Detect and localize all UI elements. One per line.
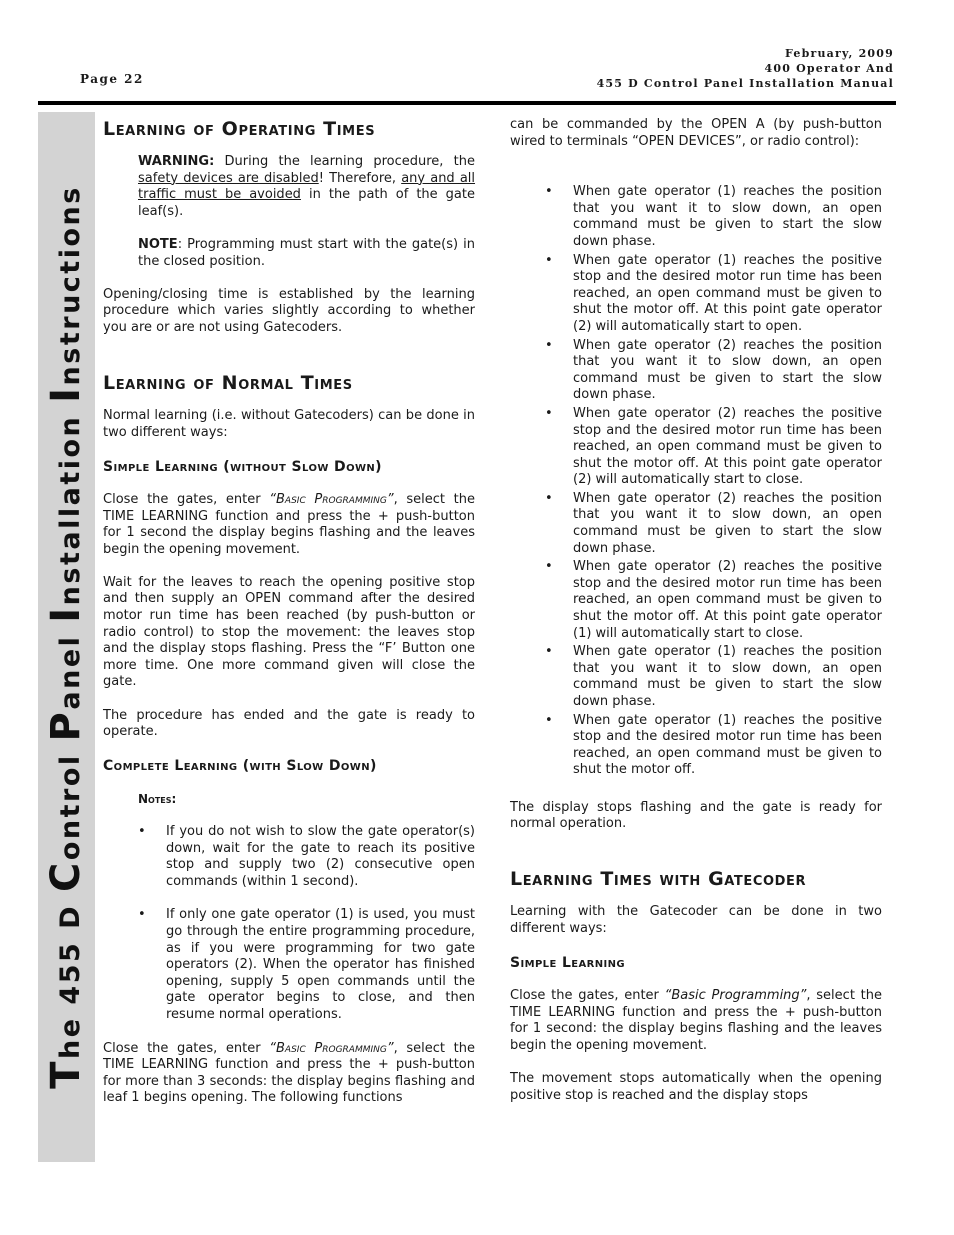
text-run: , select the TIME LEARNING function and press the + push-button for 1 second the display begins flashing and the leaves begin the opening movement. <box>103 491 475 557</box>
heading-simple-learning: Simple Learning <box>510 955 626 972</box>
display-stops-paragraph: The display stops flashing and the gate is ready for normal operation. <box>510 799 882 832</box>
heading-simple-learning-without-slowdown: Simple Learning (without Slow Down) <box>103 458 382 475</box>
operator-step-item: • When gate operator (1) reaches the position that you want it to slow down, an open command must be given to start the slow down phase. <box>573 644 882 710</box>
left-column <box>103 117 475 1124</box>
right-column <box>510 117 882 1121</box>
warning-label: WARNING: <box>138 154 215 169</box>
operator-step-item: • When gate operator (1) reaches the position that you want it to slow down, an open command must be given to start the slow down phase. <box>573 184 882 250</box>
text-run: Close the gates, enter <box>103 491 270 507</box>
simple-learning-paragraph-2: Wait for the leaves to reach the opening positive stop and then supply an OPEN command after the desired motor run time has been reached (by push-button or radio control) to stop the movement: the leaves stop and the display stops flashing. Press the “F’ Button one more time. One more command given will close the gate. <box>103 574 475 690</box>
operator-steps-list <box>573 184 882 779</box>
notes-list-item: • If only one gate operator (1) is used, you must go through the entire programming procedure, as if you were programming for two gate operators (2). When the operator has finished opening, supply 5 open commands until the gate operator begins to close, and then resume normal operations. <box>166 907 475 1023</box>
side-banner-title: The 455 D Control Panel Installation Instructions <box>43 185 89 1089</box>
warning-paragraph <box>138 154 475 220</box>
operator-step-item: • When gate operator (2) reaches the positive stop and the desired motor run time has been reached, an open command must be given to shut the motor off. At this point gate operator (1) will automatically start to close. <box>573 559 882 642</box>
text-run: , select the TIME LEARNING function and press the + push-button for more than 3 seconds: the display begins flashing and leaf 1 begins opening. The following functions <box>103 1040 475 1106</box>
text-run: Close the gates, enter <box>103 1040 270 1056</box>
gatecoder-simple-paragraph-2: The movement stops automatically when the opening positive stop is reached and the display stops <box>510 1071 882 1103</box>
warning-text: ! Therefore, <box>318 170 402 186</box>
header-date: February, 2009 <box>784 47 894 60</box>
document-header <box>597 46 894 91</box>
note-paragraph <box>138 237 475 270</box>
text-run: , select the TIME LEARNING function and press the + push-button for 1 second: the display begins flashing and the leaves begin the opening movement. <box>510 988 882 1053</box>
opening-closing-paragraph: Opening/closing time is established by the learning procedure which varies slightly according to whether you are or are not using Gatecoders. <box>103 286 475 335</box>
warning-underlined-1: safety devices are disabled <box>138 170 319 186</box>
warning-text: During the learning procedure, the <box>214 154 475 169</box>
operator-step-item: • When gate operator (1) reaches the positive stop and the desired motor run time has been reached, an open command must be given to shut the motor off. <box>573 713 882 779</box>
heading-learning-operating-times: Learning of Operating Times <box>103 118 376 140</box>
heading-complete-learning-with-slowdown: Complete Learning (with Slow Down) <box>103 758 377 775</box>
text-run: Close the gates, enter <box>510 988 665 1004</box>
continued-paragraph: can be commanded by the OPEN A (by push-button wired to terminals “OPEN DEVICES”, or radio control): <box>510 117 882 149</box>
note-text: : Programming must start with the gate(s) in the closed position. <box>138 236 475 269</box>
gatecoder-simple-paragraph-1 <box>510 988 882 1054</box>
notes-heading: Notes: <box>138 792 177 807</box>
simple-learning-paragraph-1 <box>103 492 475 558</box>
notes-list <box>166 824 475 1024</box>
operator-step-item: • When gate operator (2) reaches the position that you want it to slow down, an open command must be given to start the slow down phase. <box>573 491 882 557</box>
basic-programming-term: “Basic Programming” <box>664 988 807 1004</box>
header-manual-line1: 400 Operator And <box>764 62 894 75</box>
basic-programming-term: “Basic Programming” <box>269 1040 394 1056</box>
basic-programming-term: “Basic Programming” <box>269 491 394 507</box>
heading-learning-normal-times: Learning of Normal Times <box>103 372 353 395</box>
gatecoder-paragraph: Learning with the Gatecoder can be done in two different ways: <box>510 904 882 936</box>
header-rule <box>38 101 896 105</box>
operator-step-item: • When gate operator (2) reaches the position that you want it to slow down, an open command must be given to start the slow down phase. <box>573 338 882 404</box>
warning-text: in the path of the gate leaf(s). <box>138 187 475 219</box>
operator-step-item: • When gate operator (1) reaches the positive stop and the desired motor run time has been reached, an open command must be given to shut the motor off. At this point gate operator (2) will automatically start to open. <box>573 253 882 336</box>
note-label: NOTE <box>138 236 178 252</box>
operator-step-item: • When gate operator (2) reaches the positive stop and the desired motor run time has been reached, an open command must be given to shut the motor off. At this point gate operator (2) will automatically start to close. <box>573 406 882 489</box>
page-number: Page 22 <box>80 72 144 86</box>
header-manual-line2: 455 D Control Panel Installation Manual <box>596 77 894 90</box>
notes-list-item: • If you do not wish to slow the gate operator(s) down, wait for the gate to reach its positive stop and supply two (2) consecutive open commands (within 1 second). <box>166 824 475 890</box>
heading-learning-times-gatecoder: Learning Times with Gatecoder <box>510 868 807 891</box>
warning-underlined-2: any and all traffic must be avoided <box>138 170 476 203</box>
complete-learning-paragraph <box>103 1041 475 1107</box>
simple-learning-paragraph-3: The procedure has ended and the gate is ready to operate. <box>103 707 475 740</box>
normal-learning-paragraph: Normal learning (i.e. without Gatecoders) can be done in two different ways: <box>103 408 475 440</box>
